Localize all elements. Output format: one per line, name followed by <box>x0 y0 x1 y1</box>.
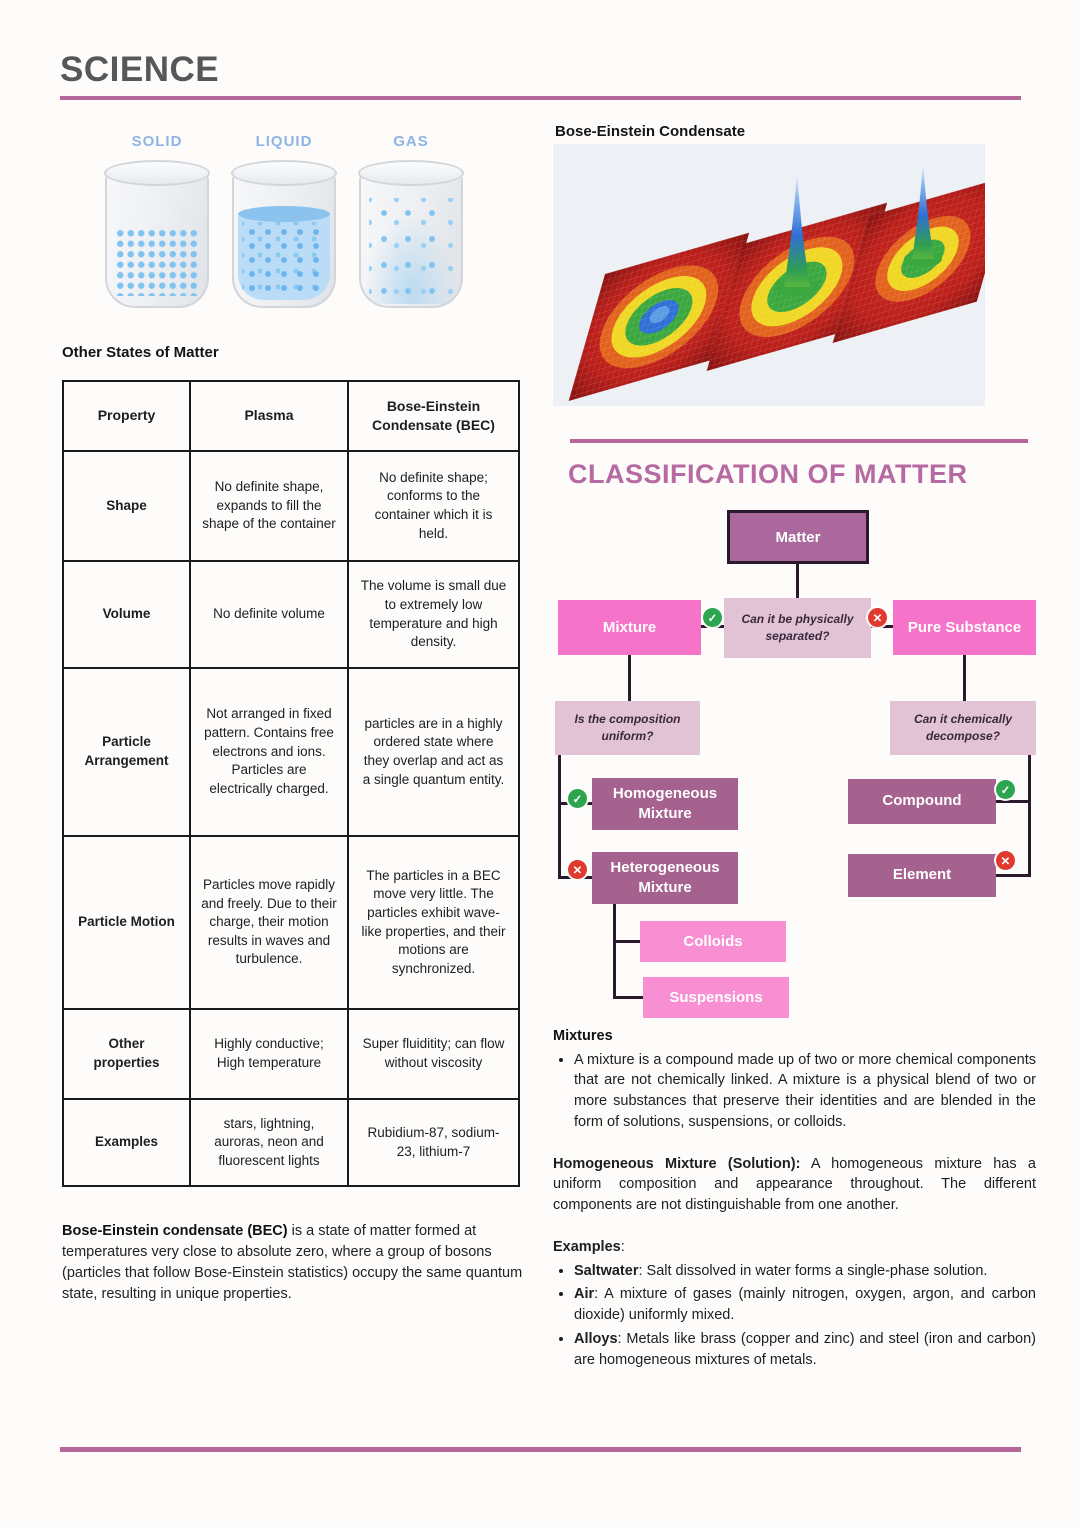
section-divider <box>570 439 1028 443</box>
connector-line <box>628 655 631 701</box>
bec-velocity-distribution-image <box>553 144 985 406</box>
flow-node-compound: Compound <box>848 779 996 824</box>
examples-heading-label: Examples <box>553 1238 621 1255</box>
cell-plasma: Not arranged in fixed pattern. Contains free electrons and ions. Particles are electrically charged. <box>190 668 348 836</box>
beaker-body <box>232 172 336 308</box>
beaker-glass-gas <box>359 160 463 308</box>
table-row <box>63 668 519 836</box>
homogeneous-paragraph <box>553 1154 1036 1216</box>
cell-bec: No definite shape; conforms to the container which it is held. <box>348 451 519 561</box>
beaker-label-liquid: LIQUID <box>255 133 313 150</box>
beaker-gas <box>356 133 466 308</box>
check-icon: ✓ <box>996 780 1015 799</box>
list-item: • A mixture is a compound made up of two or more chemical components that are not chemically linked. A mixture is a physical blend of two or more substances that preserve their identities and are blended in the form of solutions, suspensions, or colloids. <box>574 1050 1036 1133</box>
beaker-rim <box>358 160 464 186</box>
cell-plasma: No definite volume <box>190 561 348 668</box>
cell-property: Particle Arrangement <box>63 668 190 836</box>
table-row <box>63 1009 519 1099</box>
cell-bec: Rubidium-87, sodium-23, lithium-7 <box>348 1099 519 1186</box>
flow-node-heterogeneous-mixture: Heterogeneous Mixture <box>592 852 738 904</box>
check-icon: ✓ <box>568 789 587 808</box>
example-text: : A mixture of gases (mainly nitrogen, oxygen, argon, and carbon dioxide) uniformly mixed. <box>574 1286 1036 1324</box>
connector-line <box>558 755 561 879</box>
header-plasma: Plasma <box>190 381 348 451</box>
title-divider <box>60 96 1021 100</box>
examples-heading <box>553 1237 1036 1258</box>
solid-particles <box>115 228 199 296</box>
cross-icon: ✕ <box>568 860 587 879</box>
beaker-rim <box>104 160 210 186</box>
beaker-label-gas: GAS <box>393 133 429 150</box>
check-icon: ✓ <box>703 608 722 627</box>
cell-bec: The particles in a BEC move very little. The particles exhibit wave-like properties, and their motions are synchronized. <box>348 836 519 1009</box>
cell-property: Volume <box>63 561 190 668</box>
beaker-rim <box>231 160 337 186</box>
flow-node-homogeneous-mixture: Homogeneous Mixture <box>592 778 738 830</box>
cell-plasma: No definite shape, expands to fill the shape of the container <box>190 451 348 561</box>
flow-decision-physically-separated: Can it be physically separated? <box>724 598 871 658</box>
homogeneous-text: A homogeneous mixture has a uniform composition and appearance throughout. The different components are not distinguishable from one another. <box>553 1155 1037 1214</box>
cell-plasma: Particles move rapidly and freely. Due to their charge, their motion results in waves and turbulence. <box>190 836 348 1009</box>
cell-plasma: Highly conductive; High temperature <box>190 1009 348 1099</box>
flow-node-pure-substance: Pure Substance <box>893 600 1036 655</box>
homogeneous-lead: Homogeneous Mixture (Solution): <box>553 1155 801 1172</box>
beaker-body <box>359 172 463 308</box>
page-title: SCIENCE <box>60 50 220 89</box>
header-property: Property <box>63 381 190 451</box>
bec-3d-plot <box>553 144 985 406</box>
beaker-glass-solid <box>105 160 209 308</box>
classification-heading: CLASSIFICATION OF MATTER <box>568 459 968 489</box>
connector-line <box>996 800 1031 803</box>
examples-heading-colon: : <box>620 1238 625 1255</box>
flow-node-matter: Matter <box>727 510 869 564</box>
flow-node-colloids: Colloids <box>640 921 786 962</box>
other-states-heading: Other States of Matter <box>62 344 219 361</box>
other-states-table <box>62 380 520 1187</box>
example-text: : Metals like brass (copper and zinc) and steel (iron and carbon) are homogeneous mixtures of metals. <box>574 1330 1036 1368</box>
header-bec: Bose-Einstein Condensate (BEC) <box>348 381 519 451</box>
cell-bec: Super fluiditity; can flow without viscosity <box>348 1009 519 1099</box>
mixtures-section <box>553 1026 1036 1373</box>
connector-line <box>796 562 799 600</box>
flow-decision-composition-uniform: Is the composition uniform? <box>555 701 700 755</box>
list-item <box>574 1261 1036 1282</box>
liquid-particles <box>242 222 326 296</box>
cell-bec: particles are in a highly ordered state where they overlap and act as a single quantum entity. <box>348 668 519 836</box>
cross-icon: ✕ <box>868 608 887 627</box>
table-row <box>63 451 519 561</box>
connector-line <box>1028 755 1031 877</box>
cell-property: Shape <box>63 451 190 561</box>
list-item <box>574 1284 1036 1325</box>
flow-node-element: Element <box>848 854 996 897</box>
cross-icon: ✕ <box>996 851 1015 870</box>
table-row <box>63 561 519 668</box>
bec-definition-text: is a state of matter formed at temperatures very close to absolute zero, where a group of bosons (particles that follow Bose-Einstein statistics) occupy the same quantum state, resulting in unique properties. <box>62 1223 523 1302</box>
cell-property: Examples <box>63 1099 190 1186</box>
example-term: Air <box>574 1286 595 1303</box>
beaker-glass-liquid <box>232 160 336 308</box>
connector-line <box>613 904 616 999</box>
table-row <box>63 1099 519 1186</box>
cell-property: Other properties <box>63 1009 190 1099</box>
connector-line <box>613 940 642 943</box>
beaker-liquid <box>229 133 339 308</box>
connector-line <box>996 874 1031 877</box>
flow-node-mixture: Mixture <box>558 600 701 655</box>
liquid-fill <box>238 214 330 300</box>
example-term: Alloys <box>574 1330 618 1347</box>
example-text: : Salt dissolved in water forms a single-phase solution. <box>638 1262 988 1279</box>
bec-figure-title: Bose-Einstein Condensate <box>555 123 746 140</box>
flow-node-suspensions: Suspensions <box>643 977 789 1018</box>
bec-definition-lead: Bose-Einstein condensate (BEC) <box>62 1223 288 1239</box>
cell-plasma: stars, lightning, auroras, neon and fluorescent lights <box>190 1099 348 1186</box>
table-header-row <box>63 381 519 451</box>
liquid-surface <box>238 206 330 222</box>
states-of-matter-figure <box>102 133 466 308</box>
example-term: Saltwater <box>574 1262 639 1279</box>
connector-line <box>613 996 645 999</box>
table-row <box>63 836 519 1009</box>
examples-list <box>553 1261 1036 1371</box>
bec-definition-paragraph <box>62 1221 524 1305</box>
cell-property: Particle Motion <box>63 836 190 1009</box>
list-item <box>574 1329 1036 1370</box>
gas-particles <box>369 198 453 298</box>
connector-line <box>963 655 966 701</box>
beaker-solid <box>102 133 212 308</box>
footer-divider <box>60 1447 1021 1452</box>
beaker-label-solid: SOLID <box>131 133 183 150</box>
mixtures-heading: Mixtures <box>553 1028 613 1044</box>
mixtures-list <box>553 1050 1036 1133</box>
beaker-body <box>105 172 209 308</box>
cell-bec: The volume is small due to extremely low temperature and high density. <box>348 561 519 668</box>
flow-decision-chemically-decompose: Can it chemically decompose? <box>890 701 1036 755</box>
